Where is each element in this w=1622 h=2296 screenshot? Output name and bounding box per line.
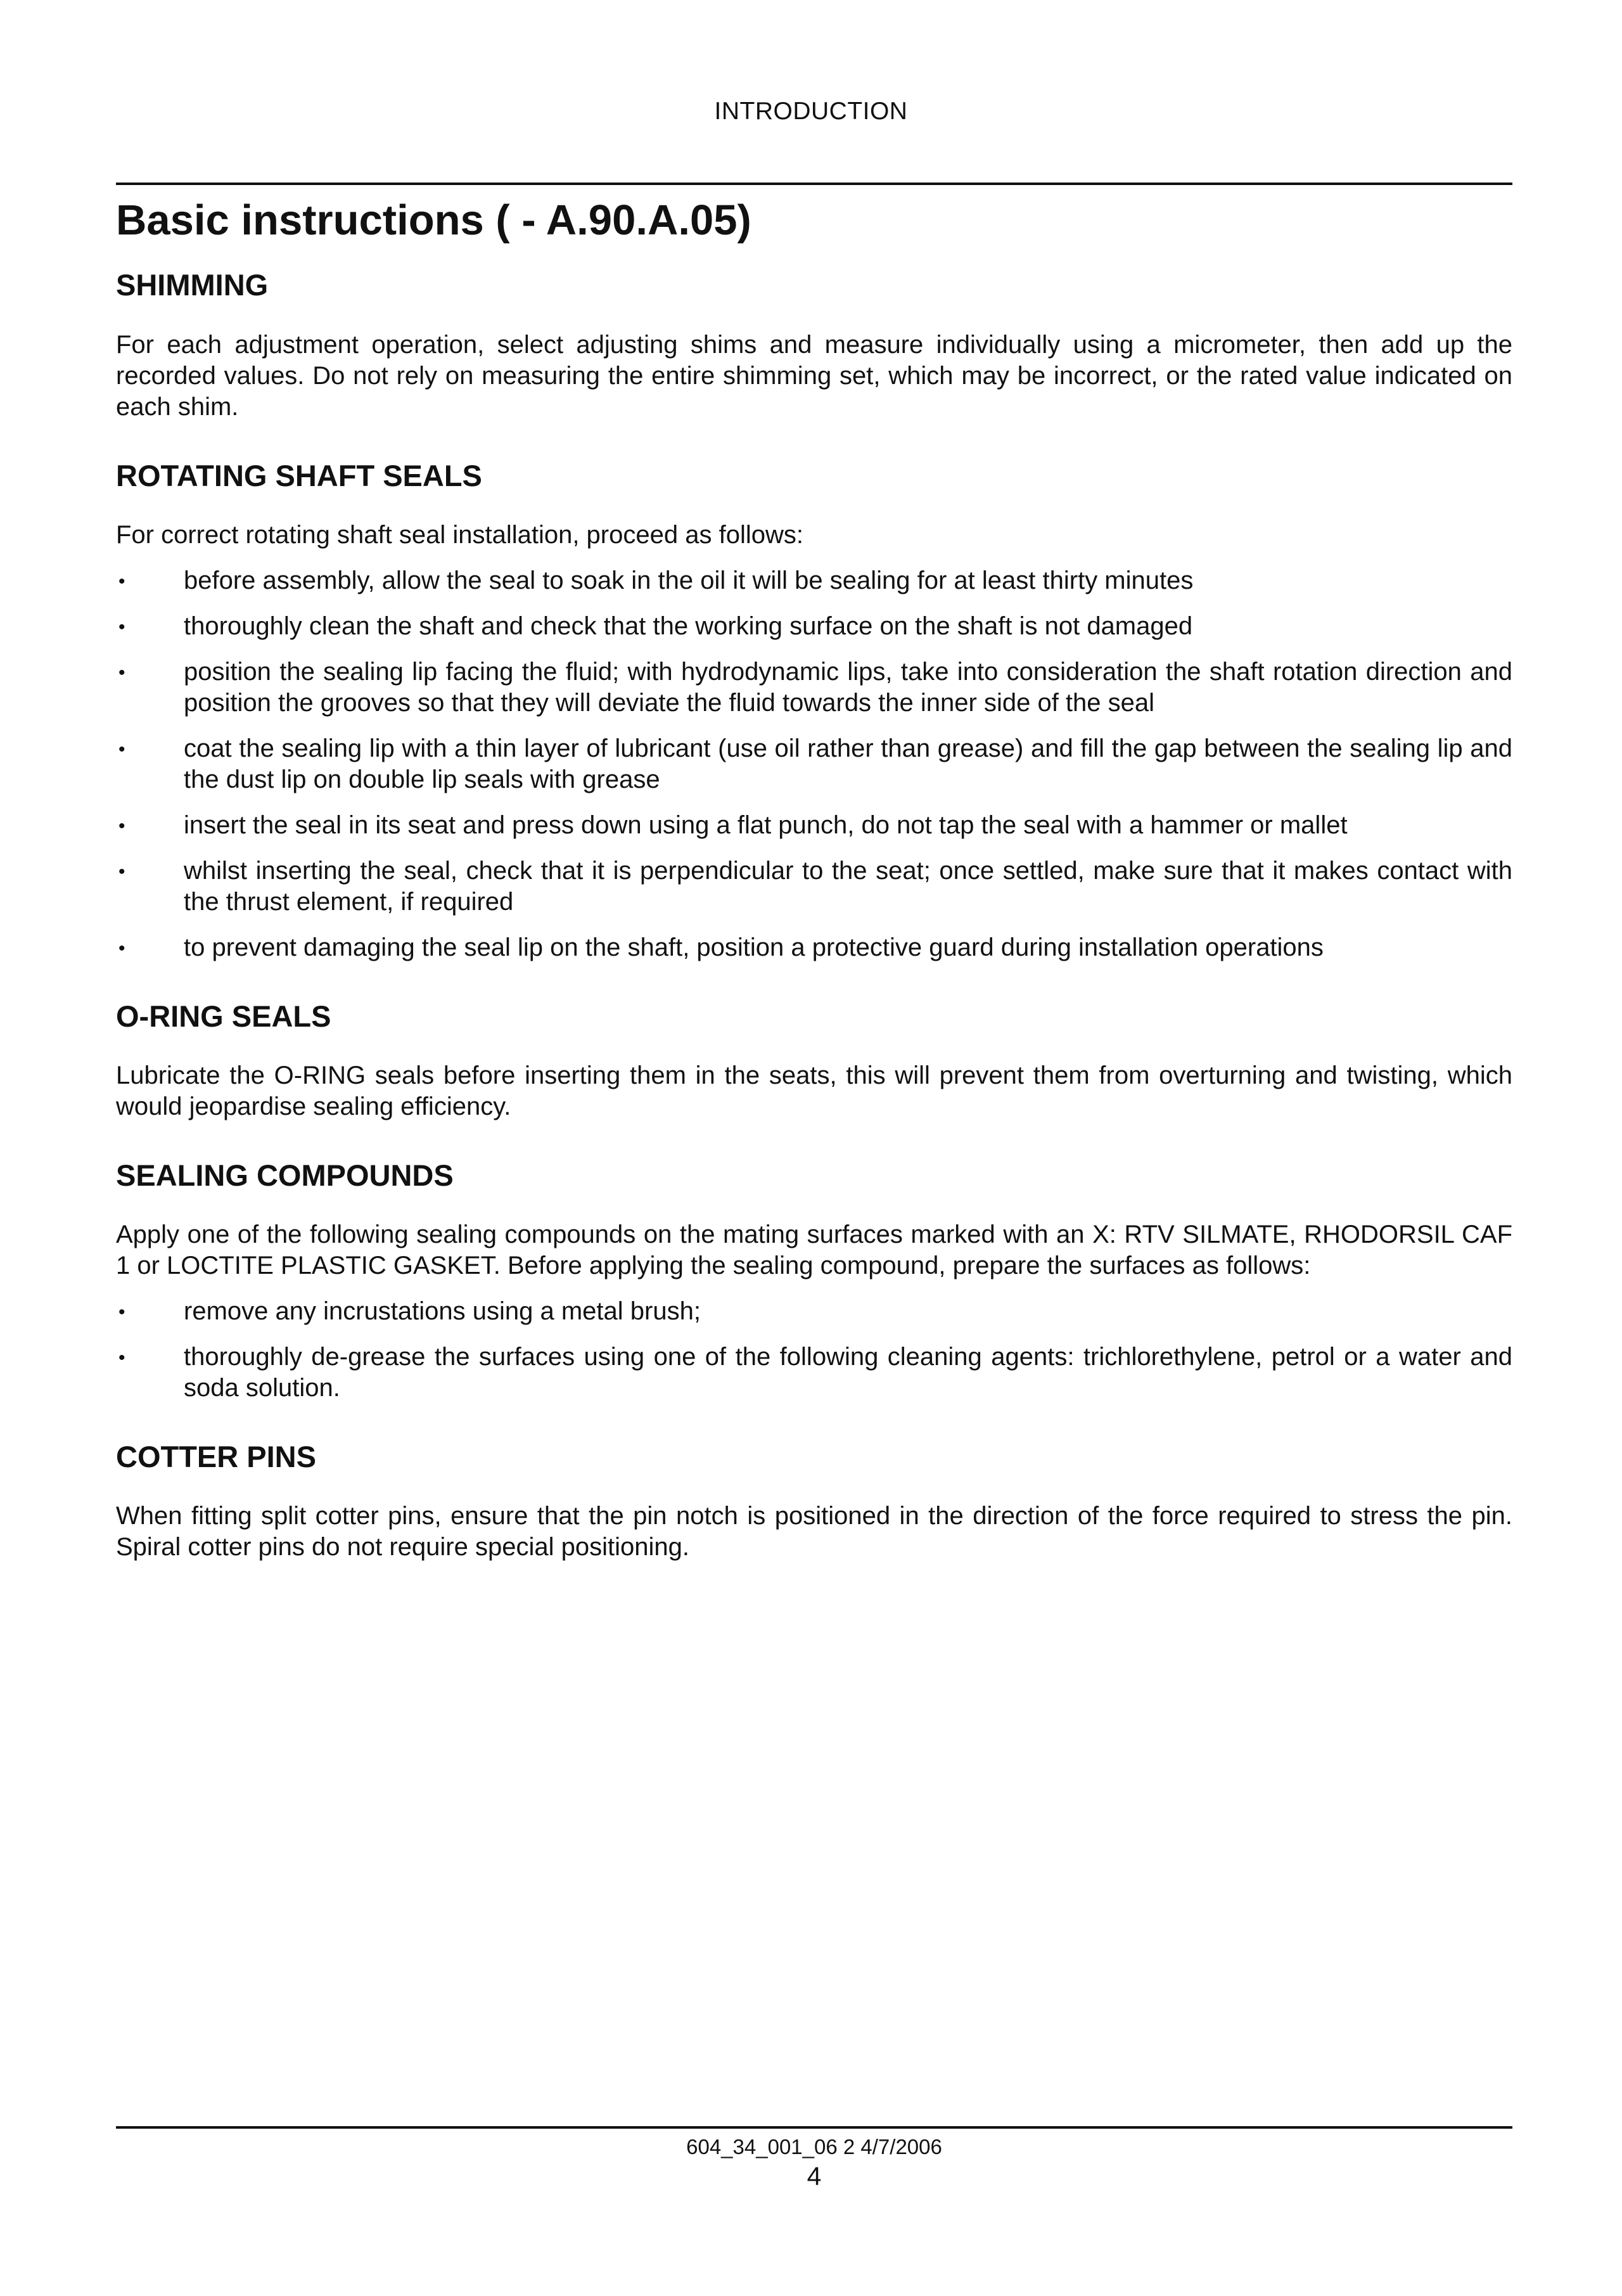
paragraph: For each adjustment operation, select adjusting shims and measure individually using a micrometer, then add up the recorded values. Do not rely on measuring the entire shimming set, which may be incorrect, or the rated value indicated on each shim. xyxy=(116,331,1512,421)
section-heading: SHIMMING xyxy=(116,268,269,302)
list-item-text: thoroughly clean the shaft and check that the working surface on the shaft is not damaged xyxy=(184,612,1193,640)
list-item-text: to prevent damaging the seal lip on the shaft, position a protective guard during installation operations xyxy=(184,933,1324,961)
paragraph: When fitting split cotter pins, ensure that the pin notch is positioned in the direction of the force required to stress the pin. Spiral cotter pins do not require special positioning. xyxy=(116,1502,1512,1561)
list-item xyxy=(116,733,1512,795)
page-content xyxy=(116,183,1512,1563)
section-cotter-pins xyxy=(116,1438,1512,1563)
bullet-icon: • xyxy=(118,1347,125,1368)
section-heading: ROTATING SHAFT SEALS xyxy=(116,459,482,492)
page-title: Basic instructions ( - A.90.A.05) xyxy=(116,196,751,244)
list-item xyxy=(116,611,1512,642)
bullet-icon: • xyxy=(118,816,125,837)
bullet-icon: • xyxy=(118,617,125,638)
paragraph: For correct rotating shaft seal installation, proceed as follows: xyxy=(116,521,803,549)
list-item-text: whilst inserting the seal, check that it is perpendicular to the seat; once settled, make sure that it makes contact with the thrust element, if required xyxy=(184,857,1512,916)
bullet-icon: • xyxy=(118,571,125,592)
section-sealing-compounds xyxy=(116,1157,1512,1404)
list-item-text: coat the sealing lip with a thin layer of lubricant (use oil rather than grease) and fill the gap between the sealing lip and the dust lip on double lip seals with grease xyxy=(184,734,1512,793)
paragraph: Apply one of the following sealing compounds on the mating surfaces marked with an X: RTV SILMATE, RHODORSIL CAF 1 or LOCTITE PLASTIC GASKET. Before applying the sealing compound, prepare the surfaces as follows: xyxy=(116,1221,1512,1279)
page-number: 4 xyxy=(807,2162,822,2191)
list-item xyxy=(116,1296,1512,1327)
bullet-icon: • xyxy=(118,861,125,882)
document-code: 604_34_001_06 2 4/7/2006 xyxy=(686,2135,942,2158)
bullet-icon: • xyxy=(118,662,125,683)
paragraph: Lubricate the O-RING seals before inserting them in the seats, this will prevent them from overturning and twisting, which would jeopardise sealing efficiency. xyxy=(116,1061,1512,1120)
bullet-list xyxy=(116,565,1512,963)
title-divider xyxy=(116,183,1512,185)
list-item-text: insert the seal in its seat and press down using a flat punch, do not tap the seal with a hammer or mallet xyxy=(184,811,1348,839)
list-item xyxy=(116,810,1512,841)
section-heading: COTTER PINS xyxy=(116,1440,316,1473)
list-item xyxy=(116,657,1512,719)
list-item-text: remove any incrustations using a metal brush; xyxy=(184,1297,701,1325)
list-item xyxy=(116,1342,1512,1404)
bullet-list xyxy=(116,1296,1512,1404)
list-item-text: before assembly, allow the seal to soak in the oil it will be sealing for at least thirty minutes xyxy=(184,567,1194,594)
section-heading: SEALING COMPOUNDS xyxy=(116,1158,454,1192)
bullet-icon: • xyxy=(118,1302,125,1323)
list-item xyxy=(116,856,1512,918)
running-header: INTRODUCTION xyxy=(714,98,908,125)
list-item-text: thoroughly de-grease the surfaces using one of the following cleaning agents: trichlorethylene, petrol or a water and soda solution. xyxy=(184,1343,1512,1402)
section-heading: O-RING SEALS xyxy=(116,999,331,1033)
bullet-icon: • xyxy=(118,739,125,760)
footer-divider xyxy=(116,2126,1512,2129)
bullet-icon: • xyxy=(118,938,125,959)
section-rotating-shaft-seals xyxy=(116,457,1512,963)
list-item xyxy=(116,565,1512,596)
page-footer xyxy=(116,2126,1512,2192)
list-item-text: position the sealing lip facing the fluid; with hydrodynamic lips, take into consideration the shaft rotation direction and position the grooves so that they will deviate the fluid towards the inner side of the seal xyxy=(184,658,1512,717)
section-shimming xyxy=(116,266,1512,423)
list-item xyxy=(116,932,1512,963)
section-o-ring-seals xyxy=(116,997,1512,1122)
